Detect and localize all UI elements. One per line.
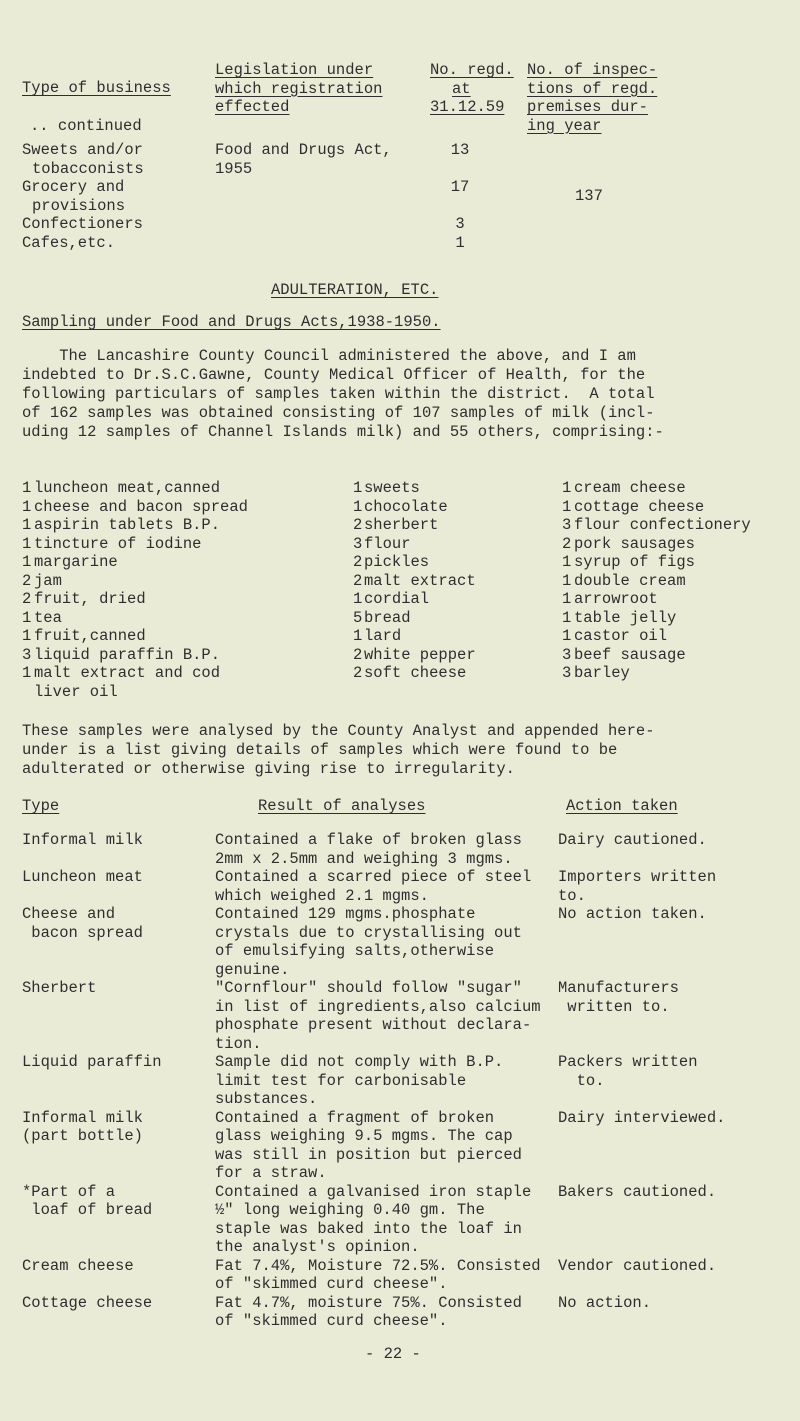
result-text: of emulsifying salts,otherwise [215, 942, 495, 960]
result-type: Luncheon meat [22, 868, 143, 886]
result-type: Cottage cheese [22, 1293, 153, 1312]
count-registered: 17 [450, 178, 470, 196]
result-text: Sample did not comply with B.P. [215, 1053, 504, 1071]
sample-name: table jelly [574, 608, 677, 627]
sample-name: beef sausage [574, 645, 686, 664]
sample-name: aspirin tablets B.P. [34, 516, 221, 534]
sample-count: 2 [353, 664, 363, 682]
result-text: Contained a scarred piece of steel [215, 868, 532, 886]
sample-name: tea [34, 608, 62, 627]
sample-name: cordial [364, 590, 430, 608]
sample-name: fruit, dried [34, 590, 146, 608]
subsection-title: Sampling under Food and Drugs Acts,1938-1950. [22, 313, 441, 331]
result-text: Contained a fragment of broken [215, 1108, 495, 1127]
result-text: the analyst's opinion. [215, 1238, 420, 1256]
sample-count: 1 [562, 497, 572, 516]
sample-count: 2 [22, 571, 32, 590]
business-type: provisions [32, 196, 126, 215]
sample-count: 1 [562, 553, 572, 571]
sample-count: 1 [22, 497, 32, 516]
sample-name: malt extract [364, 571, 476, 590]
result-type: loaf of bread [22, 1201, 153, 1219]
result-text: in list of ingredients,also calcium [215, 997, 541, 1016]
result-text: genuine. [215, 960, 290, 979]
sample-count: 1 [562, 571, 572, 590]
result-action: Packers written [558, 1053, 698, 1071]
sample-name: flour confectionery [574, 516, 751, 534]
sample-count: 2 [562, 534, 572, 553]
sample-name: flour [364, 534, 411, 553]
result-text: glass weighing 9.5 mgms. The cap [215, 1127, 513, 1145]
sample-count: 1 [22, 553, 32, 571]
sample-name: liquid paraffin B.P. [34, 645, 221, 664]
sample-name: malt extract and cod [34, 664, 221, 682]
result-text: Contained a galvanised iron staple [215, 1182, 532, 1201]
business-type: Confectioners [22, 215, 143, 233]
result-text: limit test for carbonisable [215, 1071, 467, 1090]
sample-count: 3 [562, 664, 572, 682]
result-text: 2mm x 2.5mm and weighing 3 mgms. [215, 849, 513, 868]
sample-name: sherbert [364, 516, 439, 534]
sample-count: 5 [353, 608, 363, 627]
result-type: Sherbert [22, 979, 97, 997]
sample-count: 1 [353, 479, 363, 497]
sample-count: 2 [353, 645, 363, 664]
sample-name: barley [574, 664, 630, 682]
result-text: crystals due to crystallising out [215, 923, 522, 942]
analysis-paragraph-line: under is a list giving details of samples which were found to be [22, 741, 618, 759]
result-action: Dairy cautioned. [558, 831, 707, 849]
sample-count: 1 [22, 516, 32, 534]
result-action: No action. [558, 1293, 652, 1312]
result-text: of "skimmed curd cheese". [215, 1312, 448, 1330]
sample-name: soft cheese [364, 664, 467, 682]
inspections-total: 137 [575, 187, 603, 205]
sample-name: cream cheese [574, 479, 686, 497]
result-text: substances. [215, 1090, 318, 1108]
result-text: "Cornflour" should follow "sugar" [215, 979, 522, 997]
intro-paragraph-line: uding 12 samples of Channel Islands milk) and 55 others, comprising:- [22, 423, 664, 441]
header-action: Action taken [566, 797, 678, 815]
analysis-paragraph-line: These samples were analysed by the County Analyst and appended here- [22, 722, 655, 740]
header-legislation: which registration [215, 79, 383, 98]
result-text: Contained a flake of broken glass [215, 831, 522, 849]
result-type: Cream cheese [22, 1256, 134, 1275]
count-registered: 1 [455, 233, 465, 252]
sample-count: 2 [353, 553, 363, 571]
header-inspections: No. of inspec- [527, 61, 658, 79]
result-type: Liquid paraffin [22, 1053, 162, 1071]
sample-name: white pepper [364, 645, 476, 664]
sample-name: cottage cheese [574, 497, 705, 516]
intro-paragraph-line: The Lancashire County Council administered the above, and I am [22, 347, 636, 365]
header-no-regd: 31.12.59 [430, 98, 505, 116]
sample-name: sweets [364, 479, 420, 497]
sample-count: 1 [562, 479, 572, 497]
result-type: Informal milk [22, 1108, 143, 1127]
sample-count: 2 [353, 571, 363, 590]
header-no-regd: at [452, 79, 471, 98]
sample-count: 3 [562, 516, 572, 534]
sample-name: syrup of figs [574, 553, 695, 571]
result-text: Contained 129 mgms.phosphate [215, 905, 476, 923]
intro-paragraph-line: of 162 samples was obtained consisting of 107 samples of milk (incl- [22, 404, 655, 422]
result-action: Dairy interviewed. [558, 1108, 726, 1127]
business-type: tobacconists [32, 159, 144, 178]
sample-name: fruit,canned [34, 627, 146, 645]
count-registered: 3 [455, 215, 465, 233]
page-number: - 22 - [365, 1345, 421, 1363]
sample-name: pickles [364, 553, 430, 571]
sample-name: pork sausages [574, 534, 695, 553]
result-text: tion. [215, 1034, 262, 1053]
result-action: to. [558, 1071, 605, 1090]
sample-count: 2 [353, 516, 363, 534]
header-legislation: Legislation under [215, 61, 374, 79]
sample-name: tincture of iodine [34, 534, 202, 553]
sample-count: 1 [353, 497, 363, 516]
section-title: ADULTERATION, ETC. [271, 281, 439, 299]
business-type: Cafes,etc. [22, 233, 116, 252]
sample-count: 3 [22, 645, 32, 664]
header-type-of-business: Type of business [22, 79, 171, 97]
business-type: Grocery and [22, 178, 125, 196]
sample-name: double cream [574, 571, 686, 590]
intro-paragraph-line: indebted to Dr.S.C.Gawne, County Medical Officer of Health, for the [22, 366, 646, 384]
sample-count: 1 [353, 627, 363, 645]
result-action: Bakers cautioned. [558, 1182, 717, 1201]
header-inspections: tions of regd. [527, 79, 658, 98]
sample-name: bread [364, 608, 411, 627]
sample-count: 1 [22, 664, 32, 682]
header-inspections: ing year [527, 116, 602, 135]
continued-label: .. continued [30, 117, 142, 135]
result-text: for a straw. [215, 1164, 327, 1182]
sample-name: liver oil [34, 682, 118, 701]
header-inspections: premises dur- [527, 98, 648, 116]
legislation-text: 1955 [215, 159, 253, 178]
result-text: of "skimmed curd cheese". [215, 1275, 448, 1293]
result-text: staple was baked into the loaf in [215, 1219, 522, 1238]
sample-count: 1 [562, 627, 572, 645]
sample-count: 3 [562, 645, 572, 664]
sample-name: lard [364, 627, 402, 645]
analysis-paragraph-line: adulterated or otherwise giving rise to irregularity. [22, 760, 515, 778]
result-text: Fat 7.4%, Moisture 72.5%. Consisted [215, 1256, 541, 1275]
sample-count: 1 [22, 627, 32, 645]
legislation-text: Food and Drugs Act, [215, 141, 392, 159]
result-action: Vendor cautioned. [558, 1256, 717, 1275]
sample-count: 1 [562, 608, 572, 627]
header-no-regd: No. regd. [430, 61, 514, 79]
sample-name: margarine [34, 553, 118, 571]
result-text: Fat 4.7%, moisture 75%. Consisted [215, 1293, 522, 1312]
result-action: No action taken. [558, 905, 707, 923]
sample-count: 2 [22, 590, 32, 608]
header-result: Result of analyses [258, 797, 426, 815]
sample-name: cheese and bacon spread [34, 497, 248, 516]
sample-name: luncheon meat,canned [34, 479, 221, 497]
result-type: (part bottle) [22, 1127, 143, 1145]
business-type: Sweets and/or [22, 141, 143, 159]
header-legislation: effected [215, 98, 290, 116]
result-text: ½" long weighing 0.40 gm. The [215, 1201, 485, 1219]
sample-count: 1 [22, 479, 32, 497]
sample-name: arrowroot [574, 590, 658, 608]
result-action: written to. [558, 997, 670, 1016]
sample-name: jam [34, 571, 62, 590]
result-type: *Part of a [22, 1182, 116, 1201]
sample-count: 3 [353, 534, 363, 553]
intro-paragraph-line: following particulars of samples taken within the district. A total [22, 385, 655, 403]
result-text: which weighed 2.1 mgms. [215, 886, 429, 905]
sample-count: 1 [353, 590, 363, 608]
sample-count: 1 [562, 590, 572, 608]
sample-name: castor oil [574, 627, 668, 645]
result-action: to. [558, 886, 586, 905]
sample-count: 1 [22, 608, 32, 627]
sample-name: chocolate [364, 497, 448, 516]
result-type: Informal milk [22, 831, 143, 849]
header-type: Type [22, 797, 60, 815]
result-text: was still in position but pierced [215, 1145, 522, 1164]
result-action: Manufacturers [558, 979, 679, 997]
sample-count: 1 [22, 534, 32, 553]
result-text: phosphate present without declara- [215, 1016, 532, 1034]
result-action: Importers written [558, 868, 717, 886]
result-type: Cheese and [22, 905, 116, 923]
count-registered: 13 [450, 141, 470, 159]
result-type: bacon spread [22, 923, 143, 942]
